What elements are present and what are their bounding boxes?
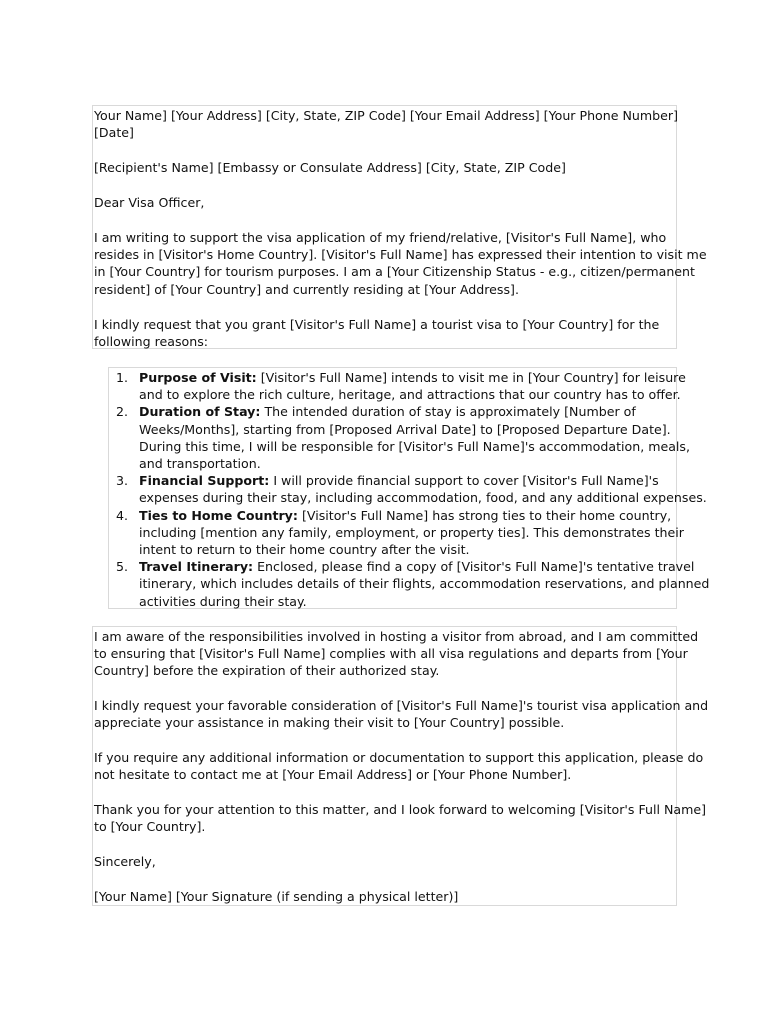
reason-title: Purpose of Visit: bbox=[139, 370, 257, 385]
recipient-block bbox=[94, 159, 677, 176]
signature-line: [Your Name] [Your Signature (if sending a physical letter)] bbox=[94, 889, 459, 904]
reason-number: 4. bbox=[116, 507, 129, 523]
reasons-list-block bbox=[108, 367, 710, 609]
salutation: Dear Visa Officer, bbox=[94, 195, 205, 210]
responsibility-paragraph: I am aware of the responsibilities involved in hosting a visitor from abroad, and I am committed to ensuring that [Visitor's Full Name] complies with all visa regulations and departs from [Your Country] before the expiration of their authorized stay. bbox=[94, 629, 699, 679]
sign-off: Sincerely, bbox=[94, 854, 156, 869]
reason-title: Travel Itinerary: bbox=[139, 559, 254, 575]
intro-paragraph: I am writing to support the visa application of my friend/relative, [Visitor's Full Name], who resides in [Visitor's Home Country]. [Visitor's Full Name] has expressed their intention to visit me in [Your Country] for tourism purposes. I am a [Your Citizenship Status - e.g., citizen/permanent resident] of [Your Country] and currently residing at [Your Address]. bbox=[94, 230, 707, 297]
reason-number: 3. bbox=[116, 473, 129, 489]
reason-number: 1. bbox=[116, 370, 129, 385]
reason-item-itinerary: 5. Travel Itinerary: Enclosed, please find a copy of [Visitor's Full Name]'s tentative travel itinerary, which includes details of their flights, accommodation reservations, and planned activities during their stay. bbox=[116, 559, 710, 609]
reason-number: 5. bbox=[116, 559, 129, 575]
reason-item-ties: 4. Ties to Home Country: [Visitor's Full Name] has strong ties to their home country, including [mention any family, employment, or property ties]. This demonstrates their intent to return to their home country after the visit. bbox=[116, 507, 684, 558]
letter-closing-block bbox=[92, 626, 709, 906]
reason-title: Duration of Stay: bbox=[139, 404, 261, 420]
reason-title: Financial Support: bbox=[139, 473, 270, 489]
consideration-paragraph: I kindly request your favorable consideration of [Visitor's Full Name]'s tourist visa application and appreciate your assistance in making their visit to [Your Country] possible. bbox=[94, 698, 709, 731]
reason-item-financial: 3. Financial Support: I will provide financial support to cover [Visitor's Full Name]'s expenses during their stay, including accommodation, food, and any additional expenses. bbox=[116, 473, 707, 506]
sender-block bbox=[94, 107, 677, 141]
request-paragraph: I kindly request that you grant [Visitor's Full Name] a tourist visa to [Your Country] for the following reasons: bbox=[94, 317, 660, 350]
reason-title: Ties to Home Country: bbox=[139, 507, 298, 523]
recipient-line: [Recipient's Name] [Embassy or Consulate Address] [City, State, ZIP Code] bbox=[94, 160, 566, 175]
letter-opening-block bbox=[92, 105, 707, 350]
reason-item-duration: 2. Duration of Stay: The intended duration of stay is approximately [Number of Weeks/Months], starting from [Proposed Arrival Date] to [Proposed Departure Date]. During this time, I will be responsible for [Visitor's Full Name]'s accommodation, meals, and transportation. bbox=[116, 404, 690, 472]
sender-line: Your Name] [Your Address] [City, State, ZIP Code] [Your Email Address] [Your Phone Number] bbox=[94, 108, 679, 123]
reasons-list bbox=[109, 369, 710, 610]
reason-number: 2. bbox=[116, 404, 129, 420]
contact-paragraph: If you require any additional information or documentation to support this application, please do not hesitate to contact me at [Your Email Address] or [Your Phone Number]. bbox=[94, 750, 704, 783]
letter-date: [Date] bbox=[94, 125, 134, 141]
reason-item-purpose: 1. Purpose of Visit: [Visitor's Full Name] intends to visit me in [Your Country] for leisure and to explore the rich culture, heritage, and attractions that our country has to offer. bbox=[116, 370, 686, 403]
thanks-paragraph: Thank you for your attention to this matter, and I look forward to welcoming [Visitor's Full Name] to [Your Country]. bbox=[94, 802, 707, 835]
